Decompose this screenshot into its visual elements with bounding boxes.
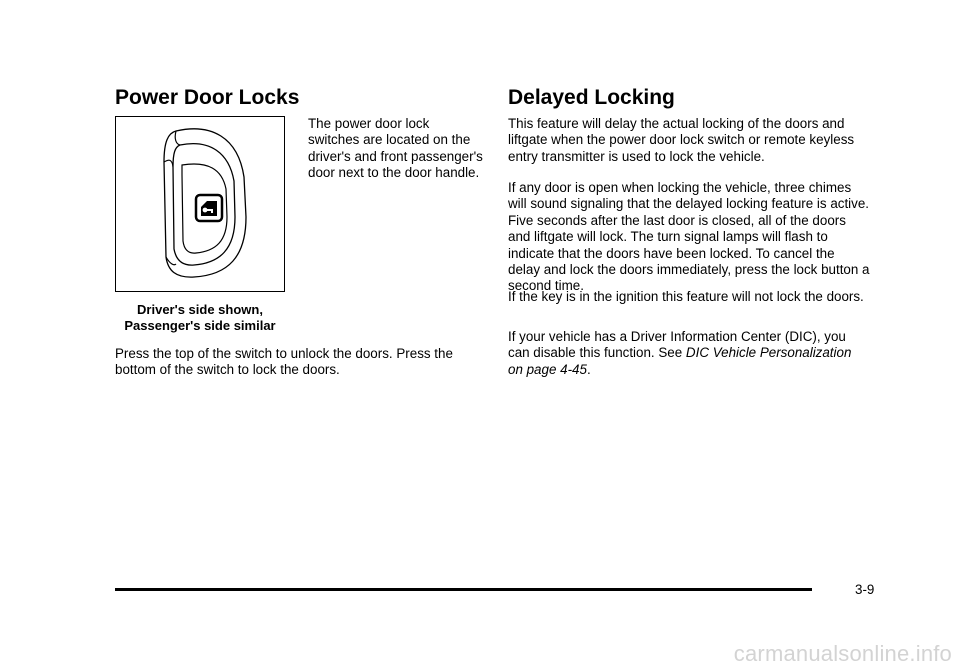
- delayed-locking-dic-note: [508, 329, 870, 378]
- dic-personalization-reference-link[interactable]: DIC Vehicle Personalization on page 4-45: [508, 345, 852, 377]
- page-number: 3-9: [855, 582, 875, 597]
- watermark: carmanualsonline.info: [733, 641, 952, 666]
- delayed-locking-details: If any door is open when locking the vehicle, three chimes will sound signaling that the delayed locking feature is active. Five seconds after the last door is closed, all of the doors and liftgate will lock. The turn signal lamps will flash to indicate that the doors have been locked. To cancel the delay and lock the doors immediately, press the lock button a second time.: [508, 180, 870, 294]
- door-lock-switch-figure: [115, 116, 285, 292]
- switch-usage-text: Press the top of the switch to unlock the doors. Press the bottom of the switch to lock the doors.: [115, 346, 453, 378]
- footer-rule: [115, 588, 812, 591]
- section-heading-power-door-locks: Power Door Locks: [115, 86, 300, 109]
- figure-caption: [100, 302, 300, 334]
- dic-note-text: If your vehicle has a Driver Information Center (DIC), you can disable this function. See: [508, 329, 846, 361]
- caption-line-1: Driver's side shown,: [137, 302, 263, 317]
- dic-note-end: .: [586, 361, 591, 377]
- door-lock-switch-icon: [116, 117, 283, 290]
- section-heading-delayed-locking: Delayed Locking: [508, 86, 675, 109]
- delayed-locking-intro: This feature will delay the actual locking of the doors and liftgate when the power door lock switch or remote keyless entry transmitter is used to lock the vehicle.: [508, 116, 855, 164]
- caption-line-2: Passenger's side similar: [124, 318, 276, 333]
- delayed-locking-ignition-note: If the key is in the ignition this feature will not lock the doors.: [508, 289, 864, 304]
- switch-location-text: The power door lock switches are located on the driver's and front passenger's door next to the door handle.: [308, 116, 483, 181]
